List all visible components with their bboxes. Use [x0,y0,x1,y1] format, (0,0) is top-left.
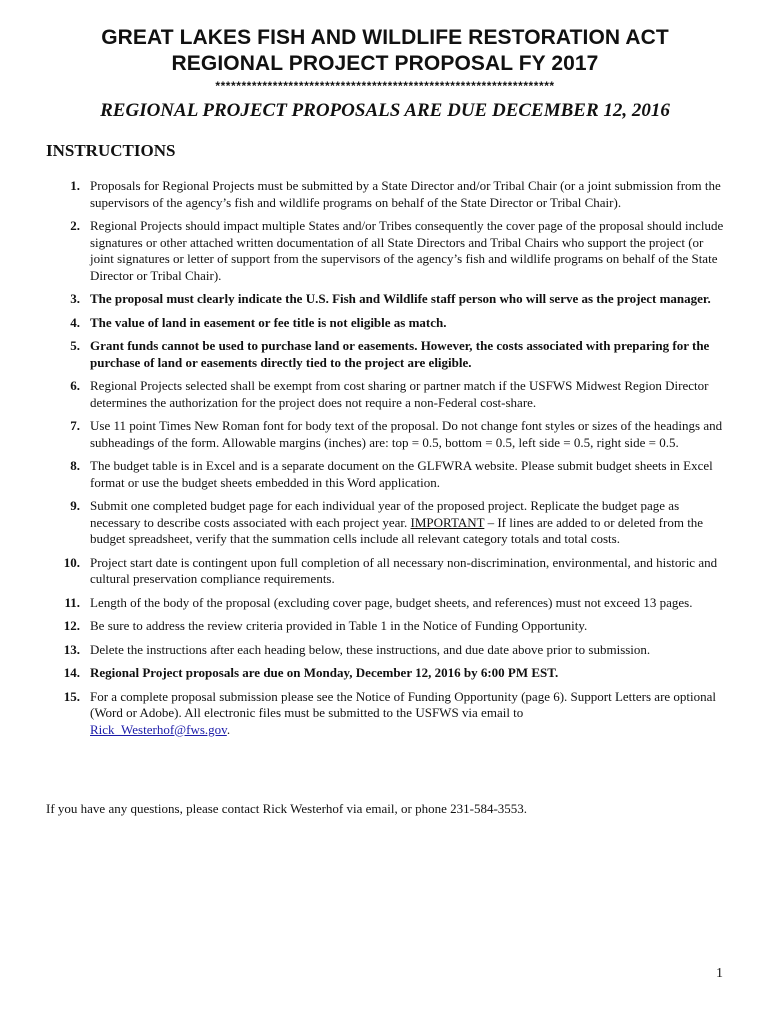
document-title-line2: REGIONAL PROJECT PROPOSAL FY 2017 [171,52,599,75]
contact-note: If you have any questions, please contact Rick Westerhof via email, or phone 231-584-3553. [46,801,528,816]
instruction-item: 6. Regional Projects selected shall be exempt from cost sharing or partner match if the USFWS Midwest Region Director determines the authorization for the project does not require a non-Federal cost-share. [70,378,709,410]
instruction-item: 13. Delete the instructions after each heading below, these instructions, and due date above prior to submission. [63,641,651,657]
instruction-item: 7. Use 11 point Times New Roman font for body text of the proposal. Do not change font styles or sizes of the headings and subheadings of the form. Allowable margins (inches) are: top = 0.5, bottom = 0.5, left side = 0.5, right side = 0.5. [70,418,723,450]
instruction-item: 4. The value of land in easement or fee title is not eligible as match. [70,314,447,330]
instruction-item: 9. Submit one completed budget page for each individual year of the proposed project. Replicate the budget page as necessary to describe costs associated with each project year. IMPORTANT – If lines are added to or deleted from the budget spreadsheet, verify that the summation cells include all relevant category totals and total costs. [70,498,704,546]
instruction-item: 3. The proposal must clearly indicate the U.S. Fish and Wildlife staff person who will serve as the project manager. [70,291,711,306]
document-title-line1: GREAT LAKES FISH AND WILDLIFE RESTORATION ACT [101,26,669,49]
important-label: IMPORTANT [410,514,485,530]
instruction-item: 15. For a complete proposal submission please see the Notice of Funding Opportunity (page 6). Support Letters are optional (Word or Adobe). All electronic files must be submitted to the USFWS via email to Rick_Westerhof@fws.gov. [63,688,717,737]
instruction-item: 2. Regional Projects should impact multiple States and/or Tribes consequently the cover page of the proposal should include signatures or other attached written documentation of all State Directors and Tribal Chairs who support the project (or joint signatures or letter of support from the supervisors of the agency’s fish and wildlife programs on behalf of the State Director or Tribal Chair). [70,218,724,283]
instruction-item: 1. Proposals for Regional Projects must be submitted by a State Director and/or Tribal Chair (or a joint submission from the supervisors of the agency’s fish and wildlife programs on behalf of the State Director or Tribal Chair). [70,178,721,210]
email-link[interactable]: Rick_Westerhof@fws.gov [90,721,227,737]
instruction-item: 10. Project start date is contingent upon full completion of all necessary non-discrimination, environmental, and historic and cultural preservation compliance requirements. [63,554,718,586]
instruction-item: 11. Length of the body of the proposal (excluding cover page, budget sheets, and references) must not exceed 13 pages. [64,594,693,610]
instruction-item: 12. Be sure to address the review criteria provided in Table 1 in the Notice of Funding Opportunity. [63,618,588,633]
asterisk-divider: ***************************************************************** [215,79,555,93]
instruction-item: 5. Grant funds cannot be used to purchase land or easements. However, the costs associated with preparing for the purchase of land or easements directly tied to the project are eligible. [70,338,710,370]
page-number: 1 [716,966,723,981]
instructions-list [46,178,726,745]
due-date-notice: REGIONAL PROJECT PROPOSALS ARE DUE DECEMBER 12, 2016 [100,100,670,121]
instructions-heading: INSTRUCTIONS [46,141,176,160]
instruction-item: 14. Regional Project proposals are due on Monday, December 12, 2016 by 6:00 PM EST. [63,665,559,680]
instruction-item: 8. The budget table is in Excel and is a separate document on the GLFWRA website. Please submit budget sheets in Excel format or use the budget sheets embedded in this Word application. [70,458,713,490]
